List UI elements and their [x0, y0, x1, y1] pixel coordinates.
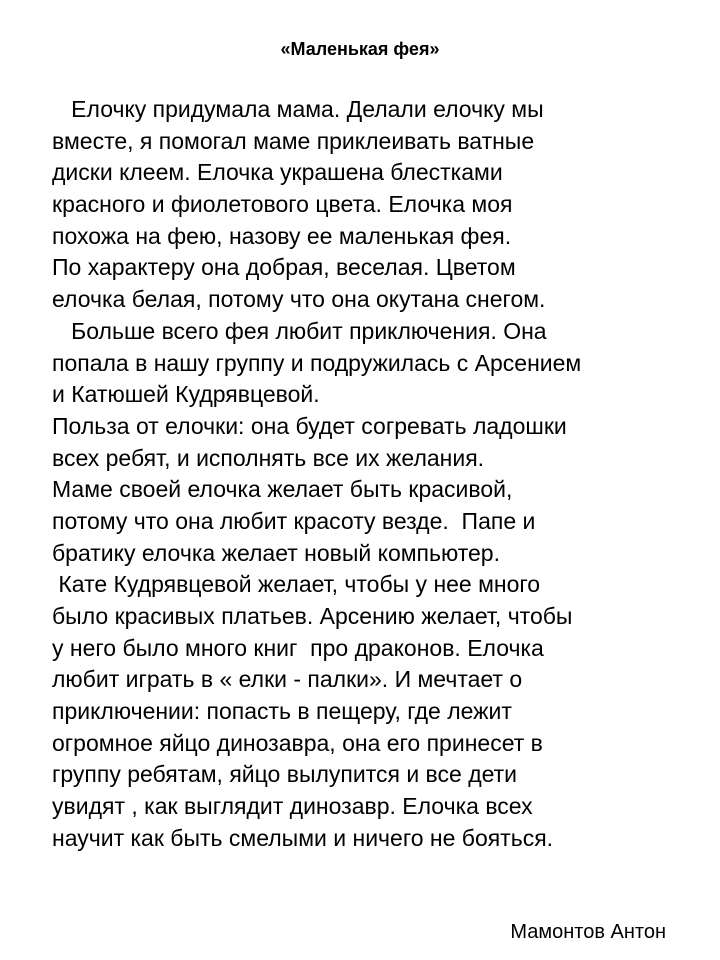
- story-line: По характеру она добрая, веселая. Цветом: [52, 254, 516, 281]
- story-line: и Катюшей Кудрявцевой.: [52, 381, 320, 408]
- story-body: [52, 94, 712, 855]
- story-line: потому что она любит красоту везде. Папе и: [52, 507, 536, 534]
- story-line: попала в нашу группу и подружилась с Арсением: [52, 349, 582, 376]
- story-line: Польза от елочки: она будет согревать ладошки: [52, 412, 567, 439]
- story-line: научит как быть смелыми и ничего не бояться.: [52, 824, 554, 851]
- story-line: диски клеем. Елочка украшена блестками: [52, 159, 503, 186]
- story-line: у него было много книг про драконов. Елочка: [52, 634, 544, 661]
- document-title: «Маленькая фея»: [280, 39, 440, 59]
- story-line: любит играть в « елки - палки». И мечтает о: [52, 666, 523, 693]
- story-line: увидят , как выглядит динозавр. Елочка всех: [52, 793, 533, 820]
- story-line: Маме своей елочка желает быть красивой,: [52, 476, 513, 503]
- story-line: братику елочка желает новый компьютер.: [52, 539, 500, 566]
- story-line: елочка белая, потому что она окутана снегом.: [52, 286, 546, 313]
- author-name: Мамонтов Антон: [510, 921, 666, 943]
- story-line: Больше всего фея любит приключения. Она: [52, 317, 547, 344]
- story-line: Елочку придумала мама. Делали елочку мы: [52, 96, 544, 122]
- story-line: всех ребят, и исполнять все их желания.: [52, 444, 485, 471]
- story-line: похожа на фею, назову ее маленькая фея.: [52, 222, 512, 249]
- story-line: приключении: попасть в пещеру, где лежит: [52, 698, 512, 725]
- story-line: было красивых платьев. Арсению желает, чтобы: [52, 603, 573, 629]
- story-line: вместе, я помогал маме приклеивать ватные: [52, 127, 535, 154]
- story-line: Кате Кудрявцевой желает, чтобы у нее много: [52, 571, 541, 598]
- story-line: красного и фиолетового цвета. Елочка моя: [52, 191, 513, 218]
- story-line: группу ребятам, яйцо вылупится и все дети: [52, 761, 518, 788]
- story-line: огромное яйцо динозавра, она его принесет в: [52, 729, 543, 756]
